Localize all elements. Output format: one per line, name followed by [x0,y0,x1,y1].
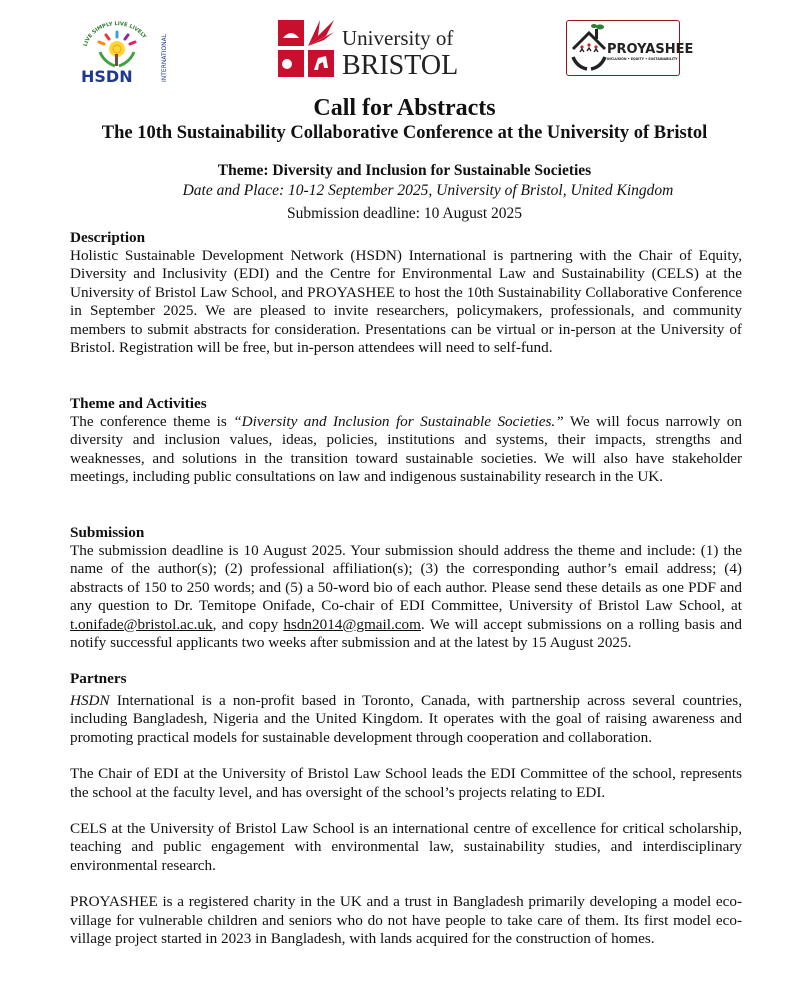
proyashee-logo [566,20,694,76]
theme-activities-body: The conference theme is “Diversity and Inclusion for Sustainable Societies.” We will focus narrowly on diversity and inclusion values, ideas, policies, institutions and systems, their impacts, strengths and weaknesses, and solutions in the transition toward sustainable societies. We will also have stakeholder meetings, including public consultations on law and indigenous sustainability research in the UK. [70,413,742,486]
submission-section [70,523,742,652]
svg-text:INTERNATIONAL: INTERNATIONAL [161,33,168,82]
university-of-bristol-logo [276,18,476,80]
submission-body: The submission deadline is 10 August 2025. Your submission should address the theme and include: (1) the name of the author(s); (2) professional affiliation(s); (3) the corresponding author’s email address; (4) abstracts of 150 to 250 words; and (5) a 50-word bio of each author. Please send these details as one PDF and any question to Dr. Temitope Onifade, Co-chair of EDI Committee, University of Bristol Law School, at t.onifade@bristol.ac.uk, and copy hsdn2014@gmail.com. We will accept submissions on a rolling basis and notify successful applicants two weeks after submission and at the latest by 15 August 2025. [70,542,742,652]
partner-hsdn-body: HSDN International is a non-profit based in Toronto, Canada, with partnership across several countries, including Bangladesh, Nigeria and the United Kingdom. It operates with the goal of raising awareness and promoting practical models for sustainable development through cooperation and collaboration. [70,692,742,746]
email-link-hsdn[interactable]: hsdn2014@gmail.com [283,615,421,633]
description-section [70,228,742,357]
theme-quote: “Diversity and Inclusion for Sustainable Societies.” [233,413,564,430]
svg-text:BRISTOL: BRISTOL [342,50,459,81]
conference-subtitle: The 10th Sustainability Collaborative Conference at the University of Bristol [101,123,708,143]
partners-section [70,669,742,948]
svg-text:LIVE SIMPLY LIVE LIVELY: LIVE SIMPLY LIVE LIVELY [82,21,148,48]
theme-activities-heading: Theme and Activities [70,395,207,412]
partner-cels-body: CELS at the University of Bristol Law School is an international centre of excellence for critical scholarship, teaching and public engagement with environmental law, sustainability studies, and interdisciplinary environmental research. [70,820,742,874]
email-link-onifade[interactable]: t.onifade@bristol.ac.uk [70,615,213,633]
submission-heading: Submission [70,524,145,541]
hsdn-logo [78,18,178,88]
bristol-crest-icon [276,18,476,80]
date-place-line: Date and Place: 10-12 September 2025, University of Bristol, United Kingdom [182,182,674,199]
svg-text:HSDN: HSDN [81,67,133,86]
proyashee-house-icon [567,21,694,74]
partners-heading: Partners [70,670,127,687]
svg-text:University of: University of [342,26,454,50]
hsdn-emblem-icon [78,18,178,88]
svg-text:INCLUSION • EQUITY • SUSTAINAB: INCLUSION • EQUITY • SUSTAINABILITY [607,57,678,61]
logo-bar [0,0,809,90]
page-title: Call for Abstracts [313,95,496,121]
partner-proyashee-body: PROYASHEE is a registered charity in the UK and a trust in Bangladesh primarily developing a model eco-village for vulnerable children and seniors who do not have people to take care of them. Its first model eco-village project started in 2023 in Bangladesh, with lands acquired for the construction of homes. [70,893,742,948]
description-heading: Description [70,229,146,246]
description-body: Holistic Sustainable Development Network (HSDN) International is partnering with the Chair of Equity, Diversity and Inclusivity (EDI) and the Centre for Environmental Law and Sustainability (CELS) at the University of Bristol Law School, and PROYASHEE to host the 10th Sustainability Collaborative Conference in September 2025. We are pleased to invite researchers, policymakers, professionals, and community members to submit abstracts for consideration. Presentations can be virtual or in-person at the University of Bristol. Registration will be free, but in-person attendees will need to self-fund. [70,247,742,357]
theme-activities-section [70,394,742,487]
submission-deadline-line: Submission deadline: 10 August 2025 [286,205,523,222]
partner-edi-body: The Chair of EDI at the University of Bristol Law School leads the EDI Committee of the school, represents the school at the faculty level, and has oversight of the school’s projects relating to EDI. [70,765,742,801]
theme-line: Theme: Diversity and Inclusion for Sustainable Societies [217,162,592,179]
svg-text:PROYASHEE: PROYASHEE [607,42,694,57]
